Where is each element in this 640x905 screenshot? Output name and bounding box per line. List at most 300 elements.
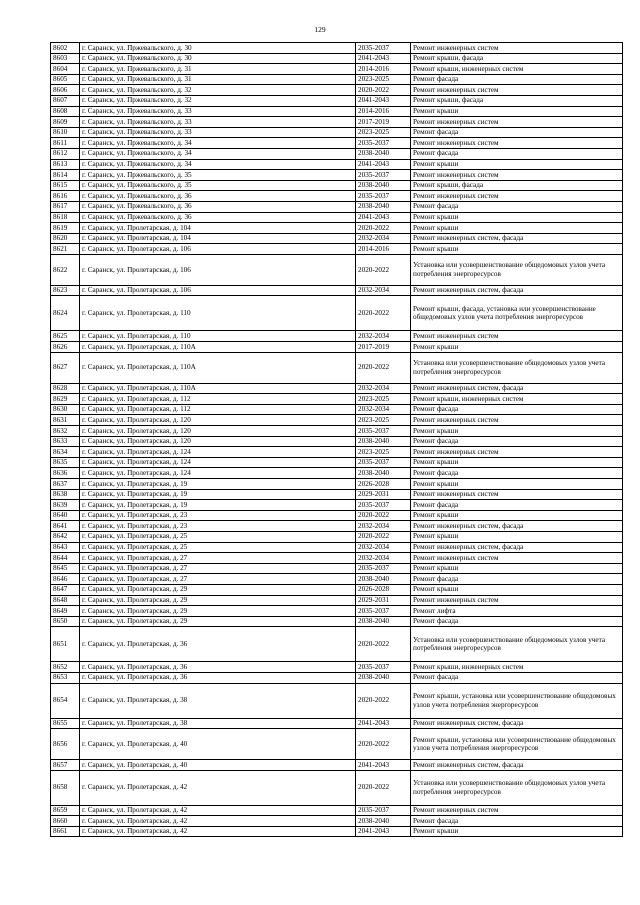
address-cell: г. Саранск, ул. Пролетарская, д. 38	[80, 683, 356, 718]
address-cell: г. Саранск, ул. Пролетарская, д. 27	[80, 563, 356, 574]
address-cell: г. Саранск, ул. Пржевальского, д. 33	[80, 106, 356, 117]
address-cell: г. Саранск, ул. Пролетарская, д. 36	[80, 672, 356, 683]
period-cell: 2035-2037	[356, 138, 411, 149]
table-row	[51, 616, 623, 627]
period-cell: 2035-2037	[356, 457, 411, 468]
address-cell: г. Саранск, ул. Пролетарская, д. 110А	[80, 383, 356, 394]
address-cell: г. Саранск, ул. Пржевальского, д. 36	[80, 212, 356, 223]
address-cell: г. Саранск, ул. Пржевальского, д. 35	[80, 180, 356, 191]
address-cell: г. Саранск, ул. Пролетарская, д. 106	[80, 285, 356, 296]
table-row	[51, 816, 623, 827]
address-cell: г. Саранск, ул. Пролетарская, д. 25	[80, 531, 356, 542]
period-cell: 2032-2034	[356, 233, 411, 244]
row-number: 8659	[51, 805, 80, 816]
row-number: 8622	[51, 254, 80, 285]
row-number: 8634	[51, 447, 80, 458]
row-number: 8627	[51, 352, 80, 383]
address-cell: г. Саранск, ул. Пролетарская, д. 120	[80, 436, 356, 447]
period-cell: 2020-2022	[356, 352, 411, 383]
row-number: 8619	[51, 223, 80, 234]
table-row	[51, 117, 623, 128]
work-type-cell: Ремонт фасада	[411, 616, 623, 627]
work-type-cell: Ремонт фасада	[411, 500, 623, 511]
table-row	[51, 331, 623, 342]
row-number: 8620	[51, 233, 80, 244]
table-row	[51, 212, 623, 223]
period-cell: 2032-2034	[356, 553, 411, 564]
work-type-cell: Установка или усовершенствование общедомовых узлов учета потребления энергоресурсов	[411, 770, 623, 805]
table-row	[51, 223, 623, 234]
table-row	[51, 683, 623, 718]
work-type-cell: Ремонт инженерных систем, фасада	[411, 521, 623, 532]
period-cell: 2023-2025	[356, 127, 411, 138]
work-type-cell: Ремонт инженерных систем, фасада	[411, 285, 623, 296]
table-row	[51, 415, 623, 426]
address-cell: г. Саранск, ул. Пролетарская, д. 110А	[80, 342, 356, 353]
work-type-cell: Ремонт инженерных систем	[411, 85, 623, 96]
work-type-cell: Ремонт крыши	[411, 106, 623, 117]
address-cell: г. Саранск, ул. Пржевальского, д. 31	[80, 64, 356, 75]
address-cell: г. Саранск, ул. Пролетарская, д. 112	[80, 394, 356, 405]
period-cell: 2017-2019	[356, 342, 411, 353]
work-type-cell: Ремонт крыши	[411, 223, 623, 234]
work-type-cell: Ремонт инженерных систем, фасада	[411, 542, 623, 553]
period-cell: 2023-2025	[356, 415, 411, 426]
period-cell: 2014-2016	[356, 106, 411, 117]
address-cell: г. Саранск, ул. Пролетарская, д. 23	[80, 521, 356, 532]
table-row	[51, 457, 623, 468]
row-number: 8641	[51, 521, 80, 532]
table-row	[51, 352, 623, 383]
row-number: 8628	[51, 383, 80, 394]
work-type-cell: Ремонт инженерных систем	[411, 170, 623, 181]
table-row	[51, 672, 623, 683]
work-type-cell: Ремонт крыши	[411, 457, 623, 468]
address-cell: г. Саранск, ул. Пролетарская, д. 38	[80, 718, 356, 729]
period-cell: 2023-2025	[356, 447, 411, 458]
address-cell: г. Саранск, ул. Пролетарская, д. 25	[80, 542, 356, 553]
row-number: 8648	[51, 595, 80, 606]
table-row	[51, 606, 623, 617]
work-type-cell: Ремонт фасада	[411, 74, 623, 85]
period-cell: 2041-2043	[356, 212, 411, 223]
address-cell: г. Саранск, ул. Пролетарская, д. 104	[80, 223, 356, 234]
table-row	[51, 53, 623, 64]
row-number: 8652	[51, 662, 80, 673]
work-type-cell: Ремонт крыши	[411, 244, 623, 255]
address-cell: г. Саранск, ул. Пржевальского, д. 36	[80, 201, 356, 212]
row-number: 8615	[51, 180, 80, 191]
work-type-cell: Ремонт крыши	[411, 479, 623, 490]
work-type-cell: Ремонт крыши, фасада	[411, 53, 623, 64]
address-cell: г. Саранск, ул. Пржевальского, д. 34	[80, 159, 356, 170]
row-number: 8647	[51, 584, 80, 595]
row-number: 8660	[51, 816, 80, 827]
address-cell: г. Саранск, ул. Пролетарская, д. 106	[80, 254, 356, 285]
period-cell: 2020-2022	[356, 85, 411, 96]
period-cell: 2038-2040	[356, 180, 411, 191]
work-type-cell: Ремонт фасада	[411, 574, 623, 585]
period-cell: 2032-2034	[356, 285, 411, 296]
address-cell: г. Саранск, ул. Пржевальского, д. 34	[80, 138, 356, 149]
table-row	[51, 718, 623, 729]
address-cell: г. Саранск, ул. Пржевальского, д. 30	[80, 43, 356, 54]
table-row	[51, 436, 623, 447]
work-type-cell: Ремонт фасада	[411, 148, 623, 159]
address-cell: г. Саранск, ул. Пролетарская, д. 29	[80, 595, 356, 606]
period-cell: 2029-2031	[356, 489, 411, 500]
row-number: 8643	[51, 542, 80, 553]
period-cell: 2035-2037	[356, 563, 411, 574]
table-row	[51, 43, 623, 54]
work-type-cell: Ремонт инженерных систем	[411, 117, 623, 128]
table-row	[51, 826, 623, 837]
table-row	[51, 729, 623, 760]
row-number: 8607	[51, 95, 80, 106]
table-row	[51, 760, 623, 771]
row-number: 8614	[51, 170, 80, 181]
row-number: 8611	[51, 138, 80, 149]
address-cell: г. Саранск, ул. Пролетарская, д. 42	[80, 826, 356, 837]
row-number: 8639	[51, 500, 80, 511]
period-cell: 2041-2043	[356, 159, 411, 170]
table-body	[51, 43, 623, 837]
table-row	[51, 394, 623, 405]
table-row	[51, 254, 623, 285]
work-type-cell: Установка или усовершенствование общедомовых узлов учета потребления энергоресурсов	[411, 254, 623, 285]
table-row	[51, 74, 623, 85]
period-cell: 2035-2037	[356, 500, 411, 511]
row-number: 8624	[51, 296, 80, 331]
address-cell: г. Саранск, ул. Пролетарская, д. 29	[80, 606, 356, 617]
work-type-cell: Ремонт крыши, фасада	[411, 180, 623, 191]
address-cell: г. Саранск, ул. Пролетарская, д. 42	[80, 816, 356, 827]
address-cell: г. Саранск, ул. Пролетарская, д. 104	[80, 233, 356, 244]
row-number: 8646	[51, 574, 80, 585]
row-number: 8604	[51, 64, 80, 75]
period-cell: 2035-2037	[356, 662, 411, 673]
period-cell: 2020-2022	[356, 296, 411, 331]
table-row	[51, 531, 623, 542]
table-row	[51, 233, 623, 244]
address-cell: г. Саранск, ул. Пролетарская, д. 106	[80, 244, 356, 255]
period-cell: 2035-2037	[356, 426, 411, 437]
table-row	[51, 127, 623, 138]
row-number: 8654	[51, 683, 80, 718]
row-number: 8636	[51, 468, 80, 479]
period-cell: 2020-2022	[356, 729, 411, 760]
period-cell: 2041-2043	[356, 760, 411, 771]
work-type-cell: Ремонт крыши	[411, 584, 623, 595]
table-row	[51, 106, 623, 117]
work-type-cell: Ремонт инженерных систем, фасада	[411, 383, 623, 394]
row-number: 8618	[51, 212, 80, 223]
row-number: 8603	[51, 53, 80, 64]
work-type-cell: Ремонт крыши	[411, 426, 623, 437]
table-row	[51, 138, 623, 149]
work-type-cell: Ремонт крыши, инженерных систем	[411, 662, 623, 673]
row-number: 8632	[51, 426, 80, 437]
work-type-cell: Установка или усовершенствование общедомовых узлов учета потребления энергоресурсов	[411, 627, 623, 662]
row-number: 8642	[51, 531, 80, 542]
address-cell: г. Саранск, ул. Пржевальского, д. 33	[80, 117, 356, 128]
work-type-cell: Ремонт инженерных систем	[411, 805, 623, 816]
work-type-cell: Ремонт инженерных систем	[411, 595, 623, 606]
address-cell: г. Саранск, ул. Пролетарская, д. 124	[80, 468, 356, 479]
address-cell: г. Саранск, ул. Пролетарская, д. 40	[80, 760, 356, 771]
repair-schedule-table	[50, 42, 623, 837]
work-type-cell: Ремонт крыши	[411, 510, 623, 521]
address-cell: г. Саранск, ул. Пролетарская, д. 120	[80, 415, 356, 426]
work-type-cell: Ремонт инженерных систем	[411, 489, 623, 500]
address-cell: г. Саранск, ул. Пржевальского, д. 34	[80, 148, 356, 159]
table-row	[51, 662, 623, 673]
row-number: 8610	[51, 127, 80, 138]
address-cell: г. Саранск, ул. Пролетарская, д. 110А	[80, 352, 356, 383]
row-number: 8638	[51, 489, 80, 500]
period-cell: 2017-2019	[356, 117, 411, 128]
period-cell: 2038-2040	[356, 672, 411, 683]
work-type-cell: Ремонт крыши, установка или усовершенствование общедомовых узлов учета потребления энергоресурсов	[411, 683, 623, 718]
work-type-cell: Ремонт крыши	[411, 159, 623, 170]
table-row	[51, 553, 623, 564]
table-row	[51, 64, 623, 75]
table-row	[51, 542, 623, 553]
address-cell: г. Саранск, ул. Пролетарская, д. 42	[80, 770, 356, 805]
row-number: 8612	[51, 148, 80, 159]
table-row	[51, 180, 623, 191]
period-cell: 2038-2040	[356, 816, 411, 827]
table-row	[51, 563, 623, 574]
row-number: 8635	[51, 457, 80, 468]
work-type-cell: Ремонт крыши	[411, 563, 623, 574]
work-type-cell: Ремонт крыши, фасада, установка или усовершенствование общедомовых узлов учета потребления энергоресурсов	[411, 296, 623, 331]
row-number: 8657	[51, 760, 80, 771]
work-type-cell: Ремонт инженерных систем	[411, 191, 623, 202]
table-row	[51, 148, 623, 159]
row-number: 8616	[51, 191, 80, 202]
row-number: 8629	[51, 394, 80, 405]
period-cell: 2041-2043	[356, 826, 411, 837]
period-cell: 2029-2031	[356, 595, 411, 606]
row-number: 8645	[51, 563, 80, 574]
work-type-cell: Установка или усовершенствование общедомовых узлов учета потребления энергоресурсов	[411, 352, 623, 383]
address-cell: г. Саранск, ул. Пролетарская, д. 124	[80, 447, 356, 458]
period-cell: 2032-2034	[356, 521, 411, 532]
row-number: 8613	[51, 159, 80, 170]
period-cell: 2020-2022	[356, 531, 411, 542]
work-type-cell: Ремонт фасада	[411, 468, 623, 479]
address-cell: г. Саранск, ул. Пржевальского, д. 32	[80, 95, 356, 106]
work-type-cell: Ремонт фасада	[411, 816, 623, 827]
work-type-cell: Ремонт фасада	[411, 127, 623, 138]
period-cell: 2038-2040	[356, 574, 411, 585]
work-type-cell: Ремонт фасада	[411, 201, 623, 212]
row-number: 8655	[51, 718, 80, 729]
work-type-cell: Ремонт инженерных систем	[411, 43, 623, 54]
period-cell: 2020-2022	[356, 627, 411, 662]
period-cell: 2041-2043	[356, 53, 411, 64]
row-number: 8605	[51, 74, 80, 85]
address-cell: г. Саранск, ул. Пролетарская, д. 40	[80, 729, 356, 760]
period-cell: 2038-2040	[356, 148, 411, 159]
address-cell: г. Саранск, ул. Пржевальского, д. 32	[80, 85, 356, 96]
row-number: 8637	[51, 479, 80, 490]
table-row	[51, 170, 623, 181]
row-number: 8606	[51, 85, 80, 96]
table-row	[51, 574, 623, 585]
work-type-cell: Ремонт крыши	[411, 826, 623, 837]
work-type-cell: Ремонт инженерных систем	[411, 553, 623, 564]
address-cell: г. Саранск, ул. Пролетарская, д. 19	[80, 500, 356, 511]
work-type-cell: Ремонт крыши, фасада	[411, 95, 623, 106]
table-row	[51, 296, 623, 331]
table-row	[51, 404, 623, 415]
row-number: 8661	[51, 826, 80, 837]
period-cell: 2023-2025	[356, 74, 411, 85]
work-type-cell: Ремонт крыши	[411, 342, 623, 353]
table-row	[51, 805, 623, 816]
period-cell: 2020-2022	[356, 770, 411, 805]
work-type-cell: Ремонт лифта	[411, 606, 623, 617]
address-cell: г. Саранск, ул. Пролетарская, д. 19	[80, 479, 356, 490]
work-type-cell: Ремонт инженерных систем, фасада	[411, 718, 623, 729]
table-row	[51, 95, 623, 106]
address-cell: г. Саранск, ул. Пржевальского, д. 36	[80, 191, 356, 202]
row-number: 8631	[51, 415, 80, 426]
row-number: 8608	[51, 106, 80, 117]
row-number: 8640	[51, 510, 80, 521]
work-type-cell: Ремонт крыши, инженерных систем	[411, 64, 623, 75]
table-row	[51, 447, 623, 458]
address-cell: г. Саранск, ул. Пржевальского, д. 35	[80, 170, 356, 181]
address-cell: г. Саранск, ул. Пролетарская, д. 42	[80, 805, 356, 816]
row-number: 8617	[51, 201, 80, 212]
work-type-cell: Ремонт инженерных систем	[411, 447, 623, 458]
period-cell: 2032-2034	[356, 404, 411, 415]
address-cell: г. Саранск, ул. Пролетарская, д. 36	[80, 627, 356, 662]
row-number: 8630	[51, 404, 80, 415]
page-number: 129	[314, 25, 326, 34]
row-number: 8656	[51, 729, 80, 760]
period-cell: 2035-2037	[356, 43, 411, 54]
period-cell: 2032-2034	[356, 383, 411, 394]
period-cell: 2032-2034	[356, 331, 411, 342]
period-cell: 2041-2043	[356, 718, 411, 729]
address-cell: г. Саранск, ул. Пролетарская, д. 27	[80, 574, 356, 585]
row-number: 8650	[51, 616, 80, 627]
table-row	[51, 191, 623, 202]
period-cell: 2014-2016	[356, 64, 411, 75]
row-number: 8644	[51, 553, 80, 564]
row-number: 8626	[51, 342, 80, 353]
address-cell: г. Саранск, ул. Пролетарская, д. 29	[80, 616, 356, 627]
period-cell: 2038-2040	[356, 436, 411, 447]
period-cell: 2026-2028	[356, 584, 411, 595]
row-number: 8625	[51, 331, 80, 342]
address-cell: г. Саранск, ул. Пржевальского, д. 31	[80, 74, 356, 85]
address-cell: г. Саранск, ул. Пролетарская, д. 27	[80, 553, 356, 564]
period-cell: 2038-2040	[356, 616, 411, 627]
work-type-cell: Ремонт фасада	[411, 404, 623, 415]
table-row	[51, 595, 623, 606]
table-row	[51, 468, 623, 479]
row-number: 8658	[51, 770, 80, 805]
address-cell: г. Саранск, ул. Пржевальского, д. 30	[80, 53, 356, 64]
address-cell: г. Саранск, ул. Пролетарская, д. 112	[80, 404, 356, 415]
work-type-cell: Ремонт инженерных систем	[411, 138, 623, 149]
table-row	[51, 85, 623, 96]
row-number: 8602	[51, 43, 80, 54]
table-row	[51, 510, 623, 521]
address-cell: г. Саранск, ул. Пролетарская, д. 124	[80, 457, 356, 468]
period-cell: 2020-2022	[356, 223, 411, 234]
work-type-cell: Ремонт фасада	[411, 436, 623, 447]
row-number: 8653	[51, 672, 80, 683]
table-row	[51, 489, 623, 500]
work-type-cell: Ремонт крыши	[411, 531, 623, 542]
work-type-cell: Ремонт инженерных систем	[411, 415, 623, 426]
address-cell: г. Саранск, ул. Пролетарская, д. 120	[80, 426, 356, 437]
table-row	[51, 285, 623, 296]
table-row	[51, 244, 623, 255]
period-cell: 2023-2025	[356, 394, 411, 405]
period-cell: 2038-2040	[356, 468, 411, 479]
period-cell: 2020-2022	[356, 254, 411, 285]
address-cell: г. Саранск, ул. Пролетарская, д. 110	[80, 296, 356, 331]
period-cell: 2020-2022	[356, 510, 411, 521]
table-row	[51, 426, 623, 437]
period-cell: 2035-2037	[356, 805, 411, 816]
period-cell: 2020-2022	[356, 683, 411, 718]
row-number: 8621	[51, 244, 80, 255]
table-row	[51, 521, 623, 532]
table-row	[51, 500, 623, 511]
address-cell: г. Саранск, ул. Пржевальского, д. 33	[80, 127, 356, 138]
table-row	[51, 770, 623, 805]
address-cell: г. Саранск, ул. Пролетарская, д. 19	[80, 489, 356, 500]
work-type-cell: Ремонт инженерных систем	[411, 331, 623, 342]
work-type-cell: Ремонт крыши, установка или усовершенствование общедомовых узлов учета потребления энергоресурсов	[411, 729, 623, 760]
row-number: 8651	[51, 627, 80, 662]
table-row	[51, 479, 623, 490]
work-type-cell: Ремонт инженерных систем, фасада	[411, 233, 623, 244]
period-cell: 2026-2028	[356, 479, 411, 490]
period-cell: 2041-2043	[356, 95, 411, 106]
work-type-cell: Ремонт инженерных систем, фасада	[411, 760, 623, 771]
address-cell: г. Саранск, ул. Пролетарская, д. 110	[80, 331, 356, 342]
period-cell: 2035-2037	[356, 170, 411, 181]
table-row	[51, 342, 623, 353]
table-row	[51, 201, 623, 212]
row-number: 8633	[51, 436, 80, 447]
period-cell: 2035-2037	[356, 191, 411, 202]
row-number: 8623	[51, 285, 80, 296]
table-row	[51, 627, 623, 662]
period-cell: 2014-2016	[356, 244, 411, 255]
period-cell: 2038-2040	[356, 201, 411, 212]
address-cell: г. Саранск, ул. Пролетарская, д. 29	[80, 584, 356, 595]
address-cell: г. Саранск, ул. Пролетарская, д. 23	[80, 510, 356, 521]
table-row	[51, 159, 623, 170]
table-row	[51, 584, 623, 595]
work-type-cell: Ремонт фасада	[411, 672, 623, 683]
work-type-cell: Ремонт крыши, инженерных систем	[411, 394, 623, 405]
period-cell: 2032-2034	[356, 542, 411, 553]
period-cell: 2035-2037	[356, 606, 411, 617]
row-number: 8609	[51, 117, 80, 128]
table-row	[51, 383, 623, 394]
